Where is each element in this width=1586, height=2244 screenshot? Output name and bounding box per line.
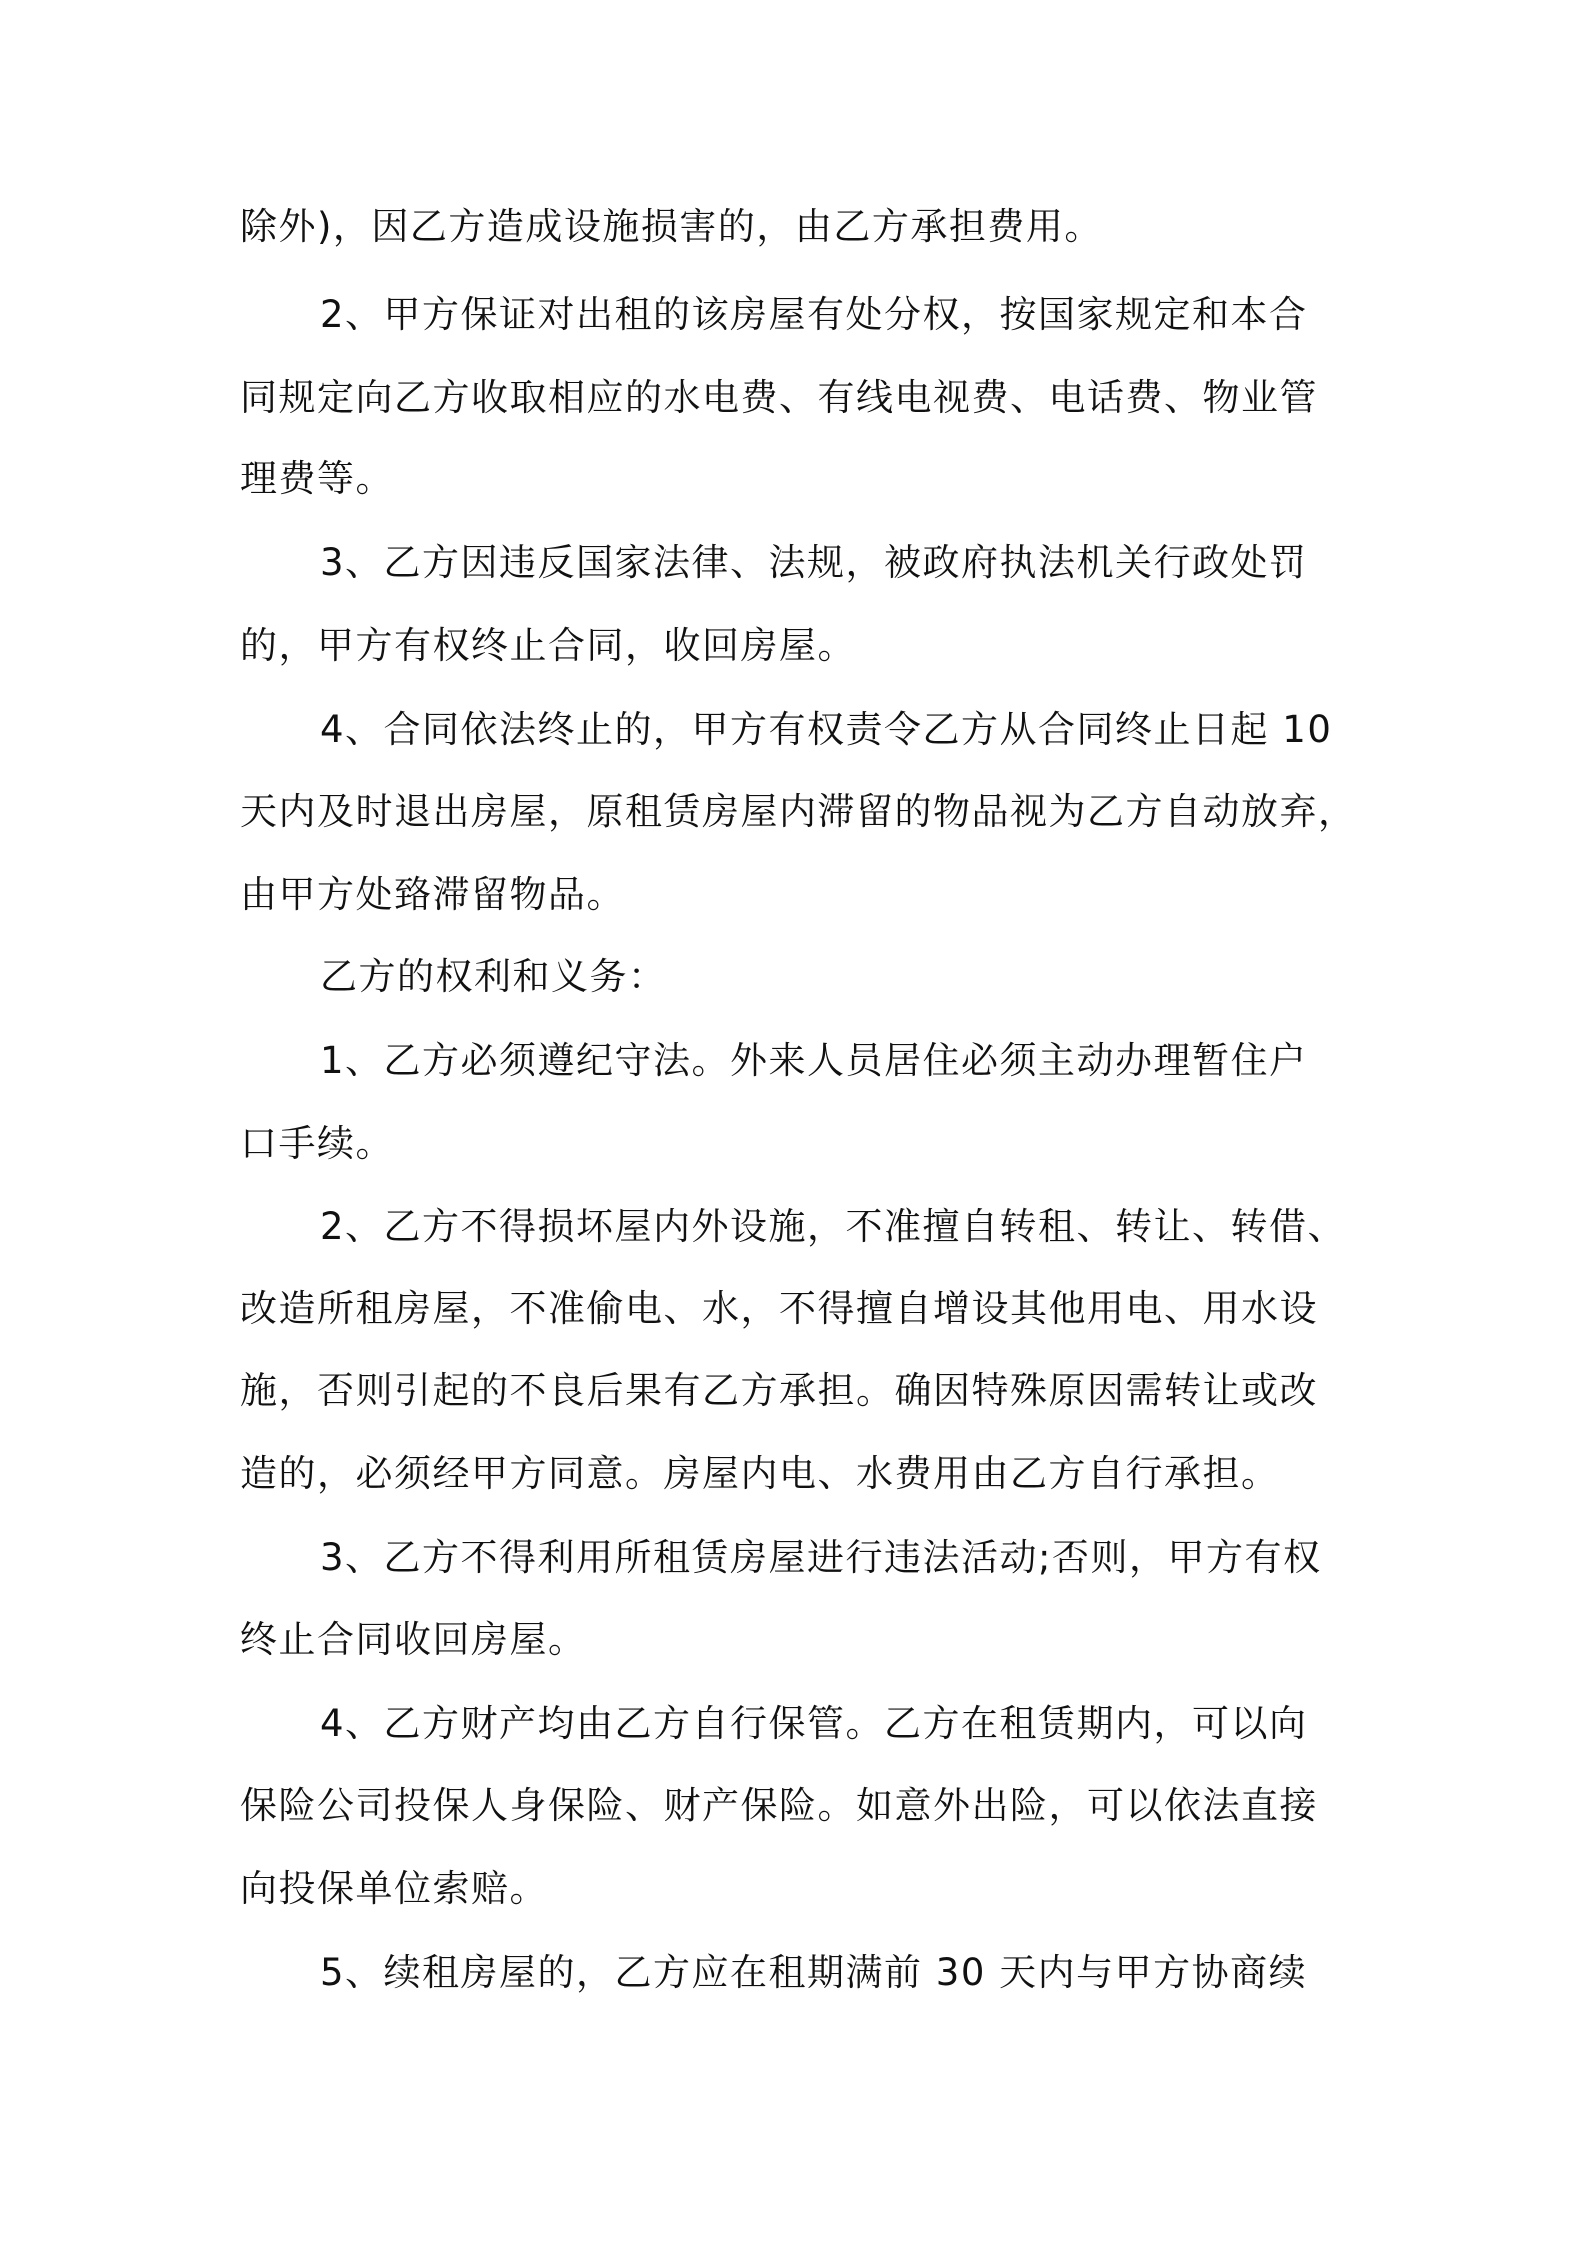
- text-line: 的，甲方有权终止合同，收回房屋。: [240, 624, 856, 667]
- text-line: 施，否则引起的不良后果有乙方承担。确因特殊原因需转让或改: [240, 1369, 1318, 1412]
- text-line: 3、乙方因违反国家法律、法规，被政府执法机关行政处罚: [320, 541, 1308, 584]
- text-line: 4、乙方财产均由乙方自行保管。乙方在租赁期内，可以向: [320, 1702, 1308, 1745]
- text-line: 向投保单位索赔。: [240, 1867, 548, 1910]
- text-line: 口手续。: [240, 1122, 394, 1165]
- text-line: 2、乙方不得损坏屋内外设施，不准擅自转租、转让、转借、: [320, 1205, 1347, 1248]
- text-line: 2、甲方保证对出租的该房屋有处分权，按国家规定和本合: [320, 293, 1308, 336]
- text-line: 造的，必须经甲方同意。房屋内电、水费用由乙方自行承担。: [240, 1452, 1280, 1495]
- text-line: 3、乙方不得利用所租赁房屋进行违法活动;否则，甲方有权: [320, 1536, 1322, 1579]
- text-line: 改造所租房屋，不准偷电、水，不得擅自增设其他用电、用水设: [240, 1287, 1318, 1330]
- text-line: 理费等。: [240, 457, 394, 500]
- text-line: 由甲方处臵滞留物品。: [240, 873, 625, 916]
- text-line: 除外)，因乙方造成设施损害的，由乙方承担费用。: [240, 205, 1103, 248]
- text-line: 1、乙方必须遵纪守法。外来人员居住必须主动办理暂住户: [320, 1039, 1308, 1082]
- text-line: 天内及时退出房屋，原租赁房屋内滞留的物品视为乙方自动放弃，: [240, 790, 1357, 833]
- text-line: 保险公司投保人身保险、财产保险。如意外出险，可以依法直接: [240, 1784, 1318, 1827]
- text-line: 5、续租房屋的，乙方应在租期满前 30 天内与甲方协商续: [320, 1951, 1308, 1994]
- text-line: 同规定向乙方收取相应的水电费、有线电视费、电话费、物业管: [240, 376, 1318, 419]
- text-line: 4、合同依法终止的，甲方有权责令乙方从合同终止日起 10: [320, 708, 1333, 751]
- section-heading: 乙方的权利和义务：: [320, 955, 667, 998]
- text-line: 终止合同收回房屋。: [240, 1618, 587, 1661]
